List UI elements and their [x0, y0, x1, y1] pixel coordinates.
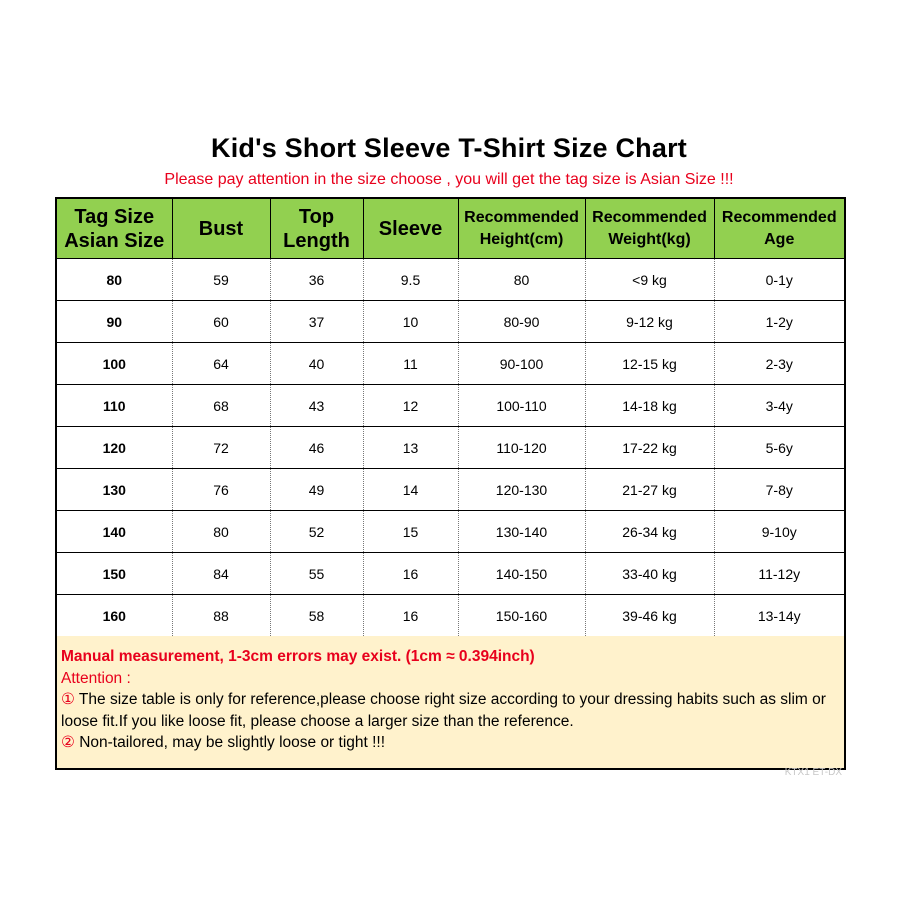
- note-item-2: [61, 732, 844, 754]
- weight-cell: 14-18 kg: [585, 385, 714, 427]
- height-cell: 80: [458, 259, 585, 301]
- table-row: [56, 469, 845, 511]
- height-cell: 130-140: [458, 511, 585, 553]
- top-length-cell: 40: [270, 343, 363, 385]
- tag-size-cell: 100: [56, 343, 172, 385]
- size-table: [55, 197, 846, 638]
- bust-cell: 64: [172, 343, 270, 385]
- table-row: [56, 553, 845, 595]
- tag-size-cell: 110: [56, 385, 172, 427]
- age-cell: 13-14y: [714, 595, 845, 638]
- header-line2: Age: [764, 230, 795, 248]
- height-cell: 110-120: [458, 427, 585, 469]
- sleeve-cell: 11: [363, 343, 458, 385]
- header-line1: Bust: [198, 217, 244, 240]
- bust-cell: 68: [172, 385, 270, 427]
- age-cell: 1-2y: [714, 301, 845, 343]
- top-length-cell: 46: [270, 427, 363, 469]
- sleeve-cell: 10: [363, 301, 458, 343]
- top-length-cell: 58: [270, 595, 363, 638]
- table-row: [56, 301, 845, 343]
- bust-cell: 72: [172, 427, 270, 469]
- header-sleeve: [363, 198, 458, 259]
- tag-size-cell: 150: [56, 553, 172, 595]
- measurement-warning: Manual measurement, 1-3cm errors may exist. (1cm ≈ 0.394inch): [61, 648, 535, 665]
- weight-cell: 33-40 kg: [585, 553, 714, 595]
- note-item-2-text: Non-tailored, may be slightly loose or tight !!!: [74, 734, 386, 751]
- header-line1: Recommended: [464, 208, 579, 226]
- bust-cell: 84: [172, 553, 270, 595]
- height-cell: 100-110: [458, 385, 585, 427]
- header-line1: Recommended: [592, 208, 707, 226]
- note-item-1: [61, 689, 844, 732]
- weight-cell: 21-27 kg: [585, 469, 714, 511]
- age-cell: 9-10y: [714, 511, 845, 553]
- age-cell: 3-4y: [714, 385, 845, 427]
- top-length-cell: 52: [270, 511, 363, 553]
- weight-cell: 39-46 kg: [585, 595, 714, 638]
- header-line2: Weight(kg): [608, 230, 691, 248]
- size-table-header: [56, 198, 845, 259]
- sleeve-cell: 16: [363, 553, 458, 595]
- tag-size-cell: 140: [56, 511, 172, 553]
- table-row: [56, 427, 845, 469]
- header-line1: Recommended: [721, 208, 837, 226]
- watermark: KTX1 ET-DX: [784, 767, 842, 778]
- top-length-cell: 55: [270, 553, 363, 595]
- weight-cell: 9-12 kg: [585, 301, 714, 343]
- size-table-body: [56, 259, 845, 638]
- height-cell: 90-100: [458, 343, 585, 385]
- circled-one-marker: ①: [61, 691, 75, 708]
- height-cell: 120-130: [458, 469, 585, 511]
- table-row: [56, 343, 845, 385]
- header-recommended-weight: [585, 198, 714, 259]
- sleeve-cell: 13: [363, 427, 458, 469]
- top-length-cell: 36: [270, 259, 363, 301]
- age-cell: 11-12y: [714, 553, 845, 595]
- weight-cell: <9 kg: [585, 259, 714, 301]
- height-cell: 80-90: [458, 301, 585, 343]
- header-line2: Asian Size: [64, 229, 165, 252]
- sleeve-cell: 16: [363, 595, 458, 638]
- age-cell: 7-8y: [714, 469, 845, 511]
- header-bust: [172, 198, 270, 259]
- top-length-cell: 37: [270, 301, 363, 343]
- bust-cell: 88: [172, 595, 270, 638]
- weight-cell: 26-34 kg: [585, 511, 714, 553]
- weight-cell: 17-22 kg: [585, 427, 714, 469]
- header-recommended-height: [458, 198, 585, 259]
- table-row: [56, 259, 845, 301]
- top-length-cell: 49: [270, 469, 363, 511]
- weight-cell: 12-15 kg: [585, 343, 714, 385]
- height-cell: 150-160: [458, 595, 585, 638]
- sleeve-cell: 15: [363, 511, 458, 553]
- header-line1: Tag Size: [74, 205, 155, 228]
- header-top-length: [270, 198, 363, 259]
- table-row: [56, 385, 845, 427]
- note-item-1-text: The size table is only for reference,please choose right size according to your dressing habits such as slim or loose fit.If you like loose fit, please choose a larger size than the reference.: [61, 691, 826, 730]
- header-line2: Height(cm): [479, 230, 564, 248]
- header-recommended-age: [714, 198, 845, 259]
- header-line1: Top: [298, 205, 335, 228]
- header-tag-size: [56, 198, 172, 259]
- attention-label: Attention :: [61, 669, 131, 687]
- header-row: [56, 198, 845, 259]
- bust-cell: 60: [172, 301, 270, 343]
- page-subtitle: Please pay attention in the size choose , you will get the tag size is Asian Size !!!: [164, 171, 734, 188]
- tag-size-cell: 90: [56, 301, 172, 343]
- table-row: [56, 595, 845, 638]
- sleeve-cell: 14: [363, 469, 458, 511]
- bust-cell: 76: [172, 469, 270, 511]
- top-length-cell: 43: [270, 385, 363, 427]
- tag-size-cell: 80: [56, 259, 172, 301]
- header-line2: Length: [283, 229, 350, 252]
- height-cell: 140-150: [458, 553, 585, 595]
- notes-box: [55, 636, 846, 770]
- age-cell: 0-1y: [714, 259, 845, 301]
- header-line1: Sleeve: [378, 217, 443, 240]
- tag-size-cell: 160: [56, 595, 172, 638]
- circled-two-marker: ②: [61, 734, 75, 751]
- sleeve-cell: 12: [363, 385, 458, 427]
- age-cell: 2-3y: [714, 343, 845, 385]
- table-row: [56, 511, 845, 553]
- tag-size-cell: 130: [56, 469, 172, 511]
- age-cell: 5-6y: [714, 427, 845, 469]
- sleeve-cell: 9.5: [363, 259, 458, 301]
- bust-cell: 59: [172, 259, 270, 301]
- tag-size-cell: 120: [56, 427, 172, 469]
- bust-cell: 80: [172, 511, 270, 553]
- page-title: Kid's Short Sleeve T-Shirt Size Chart: [211, 133, 687, 163]
